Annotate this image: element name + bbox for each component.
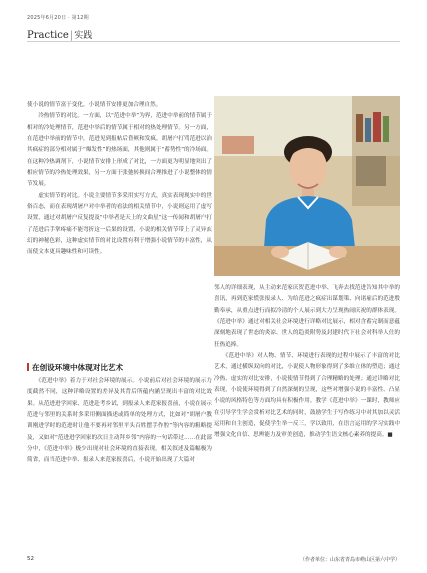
heading-marker: [27, 363, 29, 371]
section-title-en: Practice: [27, 30, 69, 41]
shelf-book: [365, 118, 371, 142]
page-number: 52: [27, 556, 34, 562]
section-title: [27, 28, 92, 41]
shelf-book: [373, 112, 381, 142]
left-hand: [271, 246, 289, 258]
body-column-left-top: 使小说的情节富于变化，小说情节安排更加合理自然。 冷热情节的对比。一方面，以“范进中举”为界，范进中举前的情节属于相对的冷处理情节，范进中举后的情节属于相对的热处理情节。另一方面，在范进中举前的情节中，范进见到报帖后昏厥和发疯，胡屠户打骂范进以治其疯症的部分相对属于“爆发性”的热场面，其他则属于“蓄势性”的冷场面。在这种冷热调剂下，小说情节安排上形成了对比，一方面更为明显地突出了相应情节的冷热处理效果，另一方面于张弛转换间合理推进了小说整体的情节发展。 虚实情节的对比。小说主要情节多采用实写方式，真实表现现实中的世俗百态，而在表现胡屠户对中举者的看法的相关情节中，小说则运用了虚写设置，通过对胡屠户反复提及“中举者是天上的文曲星”这一传闻和胡屠户打了范进后手掌疼痛不能弯折这一后果的设置，小说的相关情节带上了灵异玄幻的神秘色彩，这种虚实情节的对比设置有利于增强小说情节的丰富性，从而使文本更具趣味性和可读性。: [27, 102, 212, 256]
section-heading: [27, 362, 123, 373]
shelf-box: [356, 156, 386, 186]
photo-illustration: [214, 96, 400, 276]
section-heading-text: 在创设环境中体现对比艺术: [32, 363, 124, 372]
author-affiliation: （作者单位：山东省青岛市崂山区第六中学）: [299, 557, 400, 563]
header-rule: [27, 41, 400, 42]
body-column-right: 邻人的详细表现，从主动来范家庆贺范进中举、飞奔去找范进告知其中举的喜讯，再到范家慌张报录人、为给范进之疯症出谋划策、向诸雇后的范进殷勤奉承，从重点进行而拟冷清的个人展示到大力呈现热闹庆祝的群体表现。《范进中举》通过对相关社会环境进行详略对比展示，相对含蓄完制而意蕴深刻地表现了世态的炎凉、世人的趋炎附势及封建时代下社会对科举人仕的狂热追捧。 《范进中举》对人物、情节、环境进行表现的过程中展示了丰富的对比艺术，通过横纵双向的对比，小说使人物形象得到了多维立体的塑造；通过冷热、虚实的对比安排，小说使情节得到了合理精略的处理；通过详略对比表现，小说使环境得到了自然深刻的呈现，这些对增强小说的丰富性、凸显小说的风格特色等方面均具有积极作用。教学《范进中举》一课时，教师应在引导学生学会赏析对比艺术的同时，鼓励学生于写作练习中对其加以灵活运用和自主创造，促使学生举一反三，学以致用，在语言运用的学习实践中增强文化自信、思辨能力及审美创造，推动学生语文核心素养的提高。■: [214, 285, 400, 439]
section-separator: |: [69, 30, 74, 41]
background-books: [222, 136, 254, 154]
section-title-cn: 实践: [74, 31, 93, 41]
shelf-book: [383, 116, 389, 142]
shelf-book: [356, 114, 363, 142]
photo-boy-reading: [214, 96, 400, 276]
issue-date: 2025年6月20日 · 第12期: [27, 15, 89, 21]
body-column-left-bottom: 《范进中举》着力于对社会环境的展示。小说前后对社会环境的展示力度截然不同，这种详略设置的差异及其背后所蕴内涵呈现出丰富的对比效果。从范进进学回家、范进赴考乡试，到报录人来范家报喜前，小说在展示范进与邻里的关系时多采用侧面描述或简单的处理方式，比如对“胡屠户教训刚进学时的范进时让他不要再对邻里平头百姓摆手作腔”等内容的粗略提及，又如对“范进进学回家的次日主动拜乡邻”内容的一句话带过……在此部分中，《范进中举》极少出现对社会环境的直接表现，相关叙述及篇幅极为简省，而当范进中举、报录人来范家报喜后，小说开始出现了大篇对: [27, 378, 212, 464]
right-hand: [329, 246, 347, 258]
